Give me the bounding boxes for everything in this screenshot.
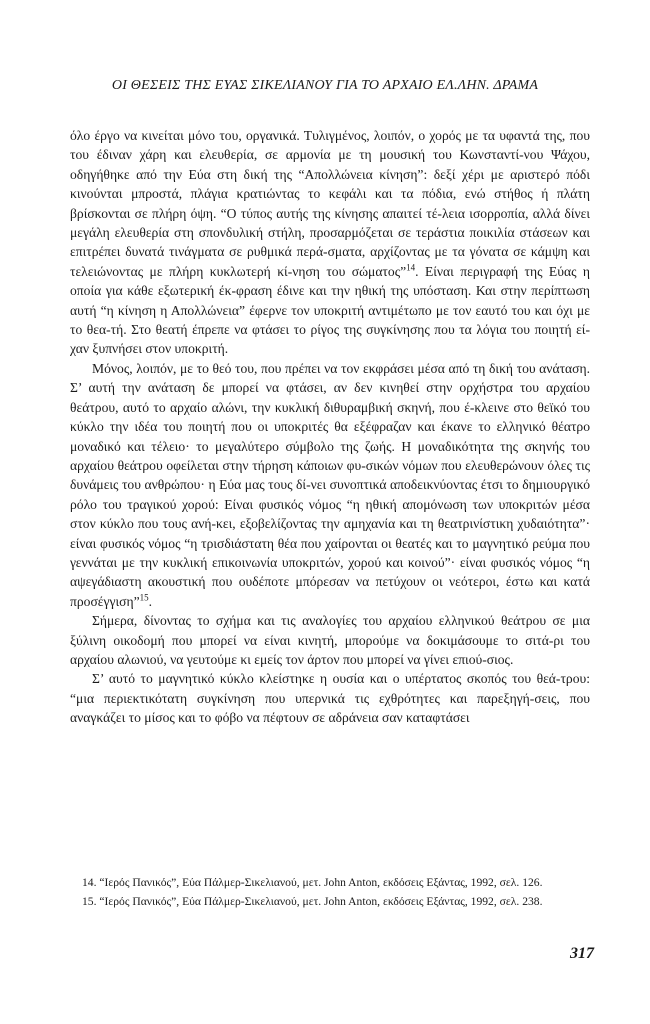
paragraph-1 [70, 126, 590, 359]
running-head: ΟΙ ΘΕΣΕΙΣ ΤΗΣ ΕΥΑΣ ΣΙΚΕΛΙΑΝΟΥ ΓΙΑ ΤΟ ΑΡΧΑΙΟ ΕΛ.ΛΗΝ. ΔΡΑΜΑ [111, 78, 539, 93]
paragraph-text-tail: . [148, 593, 153, 609]
paragraph-text: Μόνος, λοιπόν, με το θεό του, που πρέπει να τον εκφράσει μέσα από τη δική του ανάταση. Σ’ αυτή την ανάταση δε μπορεί να φτάσει, αν δεν κινηθεί στην ορχήστρα του αρχαίου θεάτρου, αυτό το αρχαίο αλώνι, την κυκλική διθυραμβική σκηνή, που έ-κλεινε στο θεϊκό του κύκλο την ιδέα του ποιητή που οι υποκριτές θα εξέφραζαν και έκανε το ελληνικό θέατρο μοναδικό και τέλειο· το μεγαλύτερο σύμβολο της ζωής. Η μοναδικότητα της σκηνής του αρχαίου θεάτρου οφείλεται στην τήρηση κάποιων φυ-σικών νόμων που ελευθερώνουν όλες τις δυνάμεις του ανθρώπου· η Εύα μας τους δί-νει συνοπτικά αποδεικνύοντας έτσι το δημιουργικό ρόλο του τραγικού χορού: Είναι φυσικός νόμος “η ηθική απομόνωση των υποκριτών μέσα στον κύκλο που τους ανή-κει, εξοβελίζοντας την αμηχανία και τη θεατρινίστικη χυδαιότητα”· είναι φυσικός νόμος “η τρισδιάστατη θέα που χαίρονται οι θεατές και το μαγνητικό ρεύμα που γεννάται με την κυκλική επικοινωνία υποκριτών, χορού και κοινού”· είναι φυσικός νόμος “η αψεγάδιαστη ακουστική που ουδέποτε μπόρεσαν να πετύχουν οι νεότεροι, έστω και κατά προσέγγιση” [70, 360, 590, 609]
footnote-ref-15: 15 [139, 592, 149, 603]
footnote-14: 14. “Ιερός Πανικός”, Εύα Πάλμερ-Σικελιανού, μετ. John Anton, εκδόσεις Εξάντας, 1992, σελ. 126. [82, 876, 543, 889]
paragraph-text: όλο έργο να κινείται μόνο του, οργανικά. Τυλιγμένος, λοιπόν, ο χορός με τα υφαντά της, που του έδιναν χάρη και ελευθερία, σε αρμονία με τη μουσική του Κωνσταντί-νου Ψάχου, οδηγήθηκε από την Εύα στη δική της “Απολλώνεια κίνηση”: δεξί χέρι με αριστερό πόδι κινούνται μπροστά, πλάγια κρατιώντας το κεφάλι και τα πόδια, ενώ στήθος ή πλάτη βρίσκονται σε πλήρη όψη. “Ο τύπος αυτής της κίνησης απαιτεί τέ-λεια ισορροπία, αλλά δίνει μεγάλη ελευθερία στη σπονδυλική στήλη, προσαρμόζεται σε τεράστια ποικιλία στάσεων και επιτρέπει δυνατά τινάγματα σε ρυθμικά περά-σματα, αρχίζοντας με τα γόνατα σε κάμψη και τελειώνοντας με πλήρη κυκλωτερή κί-νηση του σώματος” [70, 128, 590, 279]
footnote-15: 15. “Ιερός Πανικός”, Εύα Πάλμερ-Σικελιανού, μετ. John Anton, εκδόσεις Εξάντας, 1992, σελ. 238. [82, 895, 543, 908]
body-text [70, 126, 590, 728]
paragraph-text: Σ’ αυτό το μαγνητικό κύκλο κλείστηκε η ουσία και ο υπέρτατος σκοπός του θεά-τρου: “μια περιεκτικότατη συγκίνηση που υπερνικά τις εχθρότητες και παρεξηγή-σεις, που αναγκάζει το μίσος και το φόβο να πέφτουν σε αδράνεια σαν καταφτάσει [70, 671, 590, 726]
paragraph-3 [70, 611, 590, 669]
footnote-ref-14: 14 [406, 262, 416, 273]
paragraph-text-tail: . Είναι περιγραφή της Εύας η οποία για κάθε εξωτερική έκ-φραση έδινε και την ηθική της υπόσταση. Και στην περίπτωση αυτή “η κίνηση η Απολλώνεια” έφερνε τον υποκριτή αντιμέτωπο με τον εαυτό του και όχι με το θεα-τή. Στο θεατή έπρεπε να φτάσει το ρίγος της συγκίνησης που τα λόγια του ποιητή εί-χαν ξυπνήσει στον υποκριτή. [70, 263, 591, 357]
paragraph-text: Σήμερα, δίνοντας το σχήμα και τις αναλογίες του αρχαίου ελληνικού θεάτρου σε μια ξύλινη οικοδομή που μπορεί να είναι κινητή, μπορούμε να δοκιμάσουμε το σιτά-ρι του αρχαίου αλωνιού, να γευτούμε κι εμείς τον άρτον που μπορεί να γίνει επιού-σιος. [70, 613, 590, 667]
paragraph-4 [70, 669, 590, 727]
page-number: 317 [570, 945, 594, 962]
footnotes [82, 873, 602, 911]
paragraph-2 [70, 359, 590, 611]
